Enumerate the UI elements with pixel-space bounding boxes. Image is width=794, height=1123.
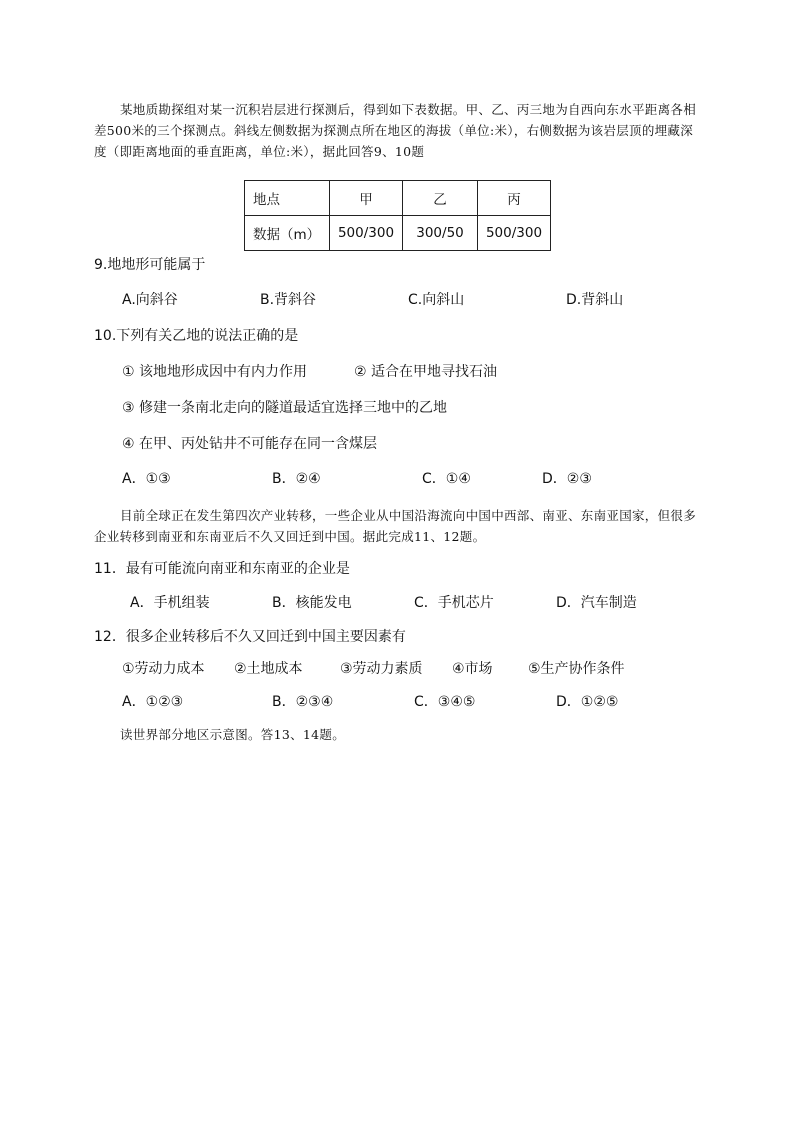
q10-statement-1: ① 该地地形成因中有内力作用 (122, 364, 308, 380)
table-header-cell: 地点 (245, 181, 330, 216)
table-row (245, 181, 551, 216)
q11-option-b: B．核能发电 (272, 595, 352, 611)
question-11-stem: 11．最有可能流向南亚和东南亚的企业是 (94, 561, 350, 577)
table-row (245, 216, 551, 251)
q9-option-d: D.背斜山 (566, 292, 624, 308)
q12-option-b: B．②③④ (272, 694, 334, 710)
q9-option-c: C.向斜山 (408, 292, 465, 308)
question-12-stem: 12．很多企业转移后不久又回迁到中国主要因素有 (94, 629, 406, 645)
q12-factor-3: ③劳动力素质 (340, 661, 423, 677)
q12-option-d: D．①②⑤ (556, 694, 619, 710)
q11-option-d: D．汽车制造 (556, 595, 637, 611)
question-10-stem: 10.下列有关乙地的说法正确的是 (94, 328, 299, 344)
q10-statement-4: ④ 在甲、丙处钻井不可能存在同一含煤层 (122, 436, 377, 452)
question-9-stem: 9.地地形可能属于 (94, 257, 206, 273)
q10-option-a: A．①③ (122, 471, 171, 487)
q12-factor-5: ⑤生产协作条件 (528, 661, 625, 677)
q12-option-c: C．③④⑤ (414, 694, 476, 710)
q11-option-a: A．手机组装 (130, 595, 210, 611)
table-cell: 300/50 (403, 216, 478, 251)
q10-statement-2: ② 适合在甲地寻找石油 (354, 364, 498, 380)
table-cell: 数据（m） (245, 216, 330, 251)
table-header-cell: 丙 (478, 181, 551, 216)
q12-factor-4: ④市场 (452, 661, 493, 677)
q12-option-a: A．①②③ (122, 694, 184, 710)
q10-statement-3: ③ 修建一条南北走向的隧道最适宜选择三地中的乙地 (122, 400, 447, 416)
q12-factor-2: ②土地成本 (234, 661, 303, 677)
survey-data-table (244, 180, 551, 251)
q9-option-a: A.向斜谷 (122, 292, 178, 308)
q10-option-d: D．②③ (542, 471, 592, 487)
intro-paragraph-11-12: 目前全球正在发生第四次产业转移，一些企业从中国沿海流向中国中西部、南亚、东南亚国家，但很多企业转移到南亚和东南亚后不久又回迁到中国。据此完成11、12题。 (94, 508, 697, 544)
q10-option-b: B．②④ (272, 471, 321, 487)
q9-option-b: B.背斜谷 (260, 292, 317, 308)
intro-paragraph-9-10: 某地质勘探组对某一沉积岩层进行探测后，得到如下表数据。甲、乙、丙三地为自西向东水平距离各相差500米的三个探测点。斜线左侧数据为探测点所在地区的海拔（单位:米），右侧数据为该岩层顶的埋藏深度（即距离地面的垂直距离，单位:米），据此回答9、10题 (94, 102, 697, 159)
table-cell: 500/300 (478, 216, 551, 251)
table-cell: 500/300 (330, 216, 403, 251)
q11-option-c: C．手机芯片 (414, 595, 494, 611)
table-header-cell: 甲 (330, 181, 403, 216)
q12-factor-1: ①劳动力成本 (122, 661, 205, 677)
q10-option-c: C．①④ (422, 471, 471, 487)
table-header-cell: 乙 (403, 181, 478, 216)
intro-paragraph-13-14: 读世界部分地区示意图。答13、14题。 (120, 727, 346, 742)
